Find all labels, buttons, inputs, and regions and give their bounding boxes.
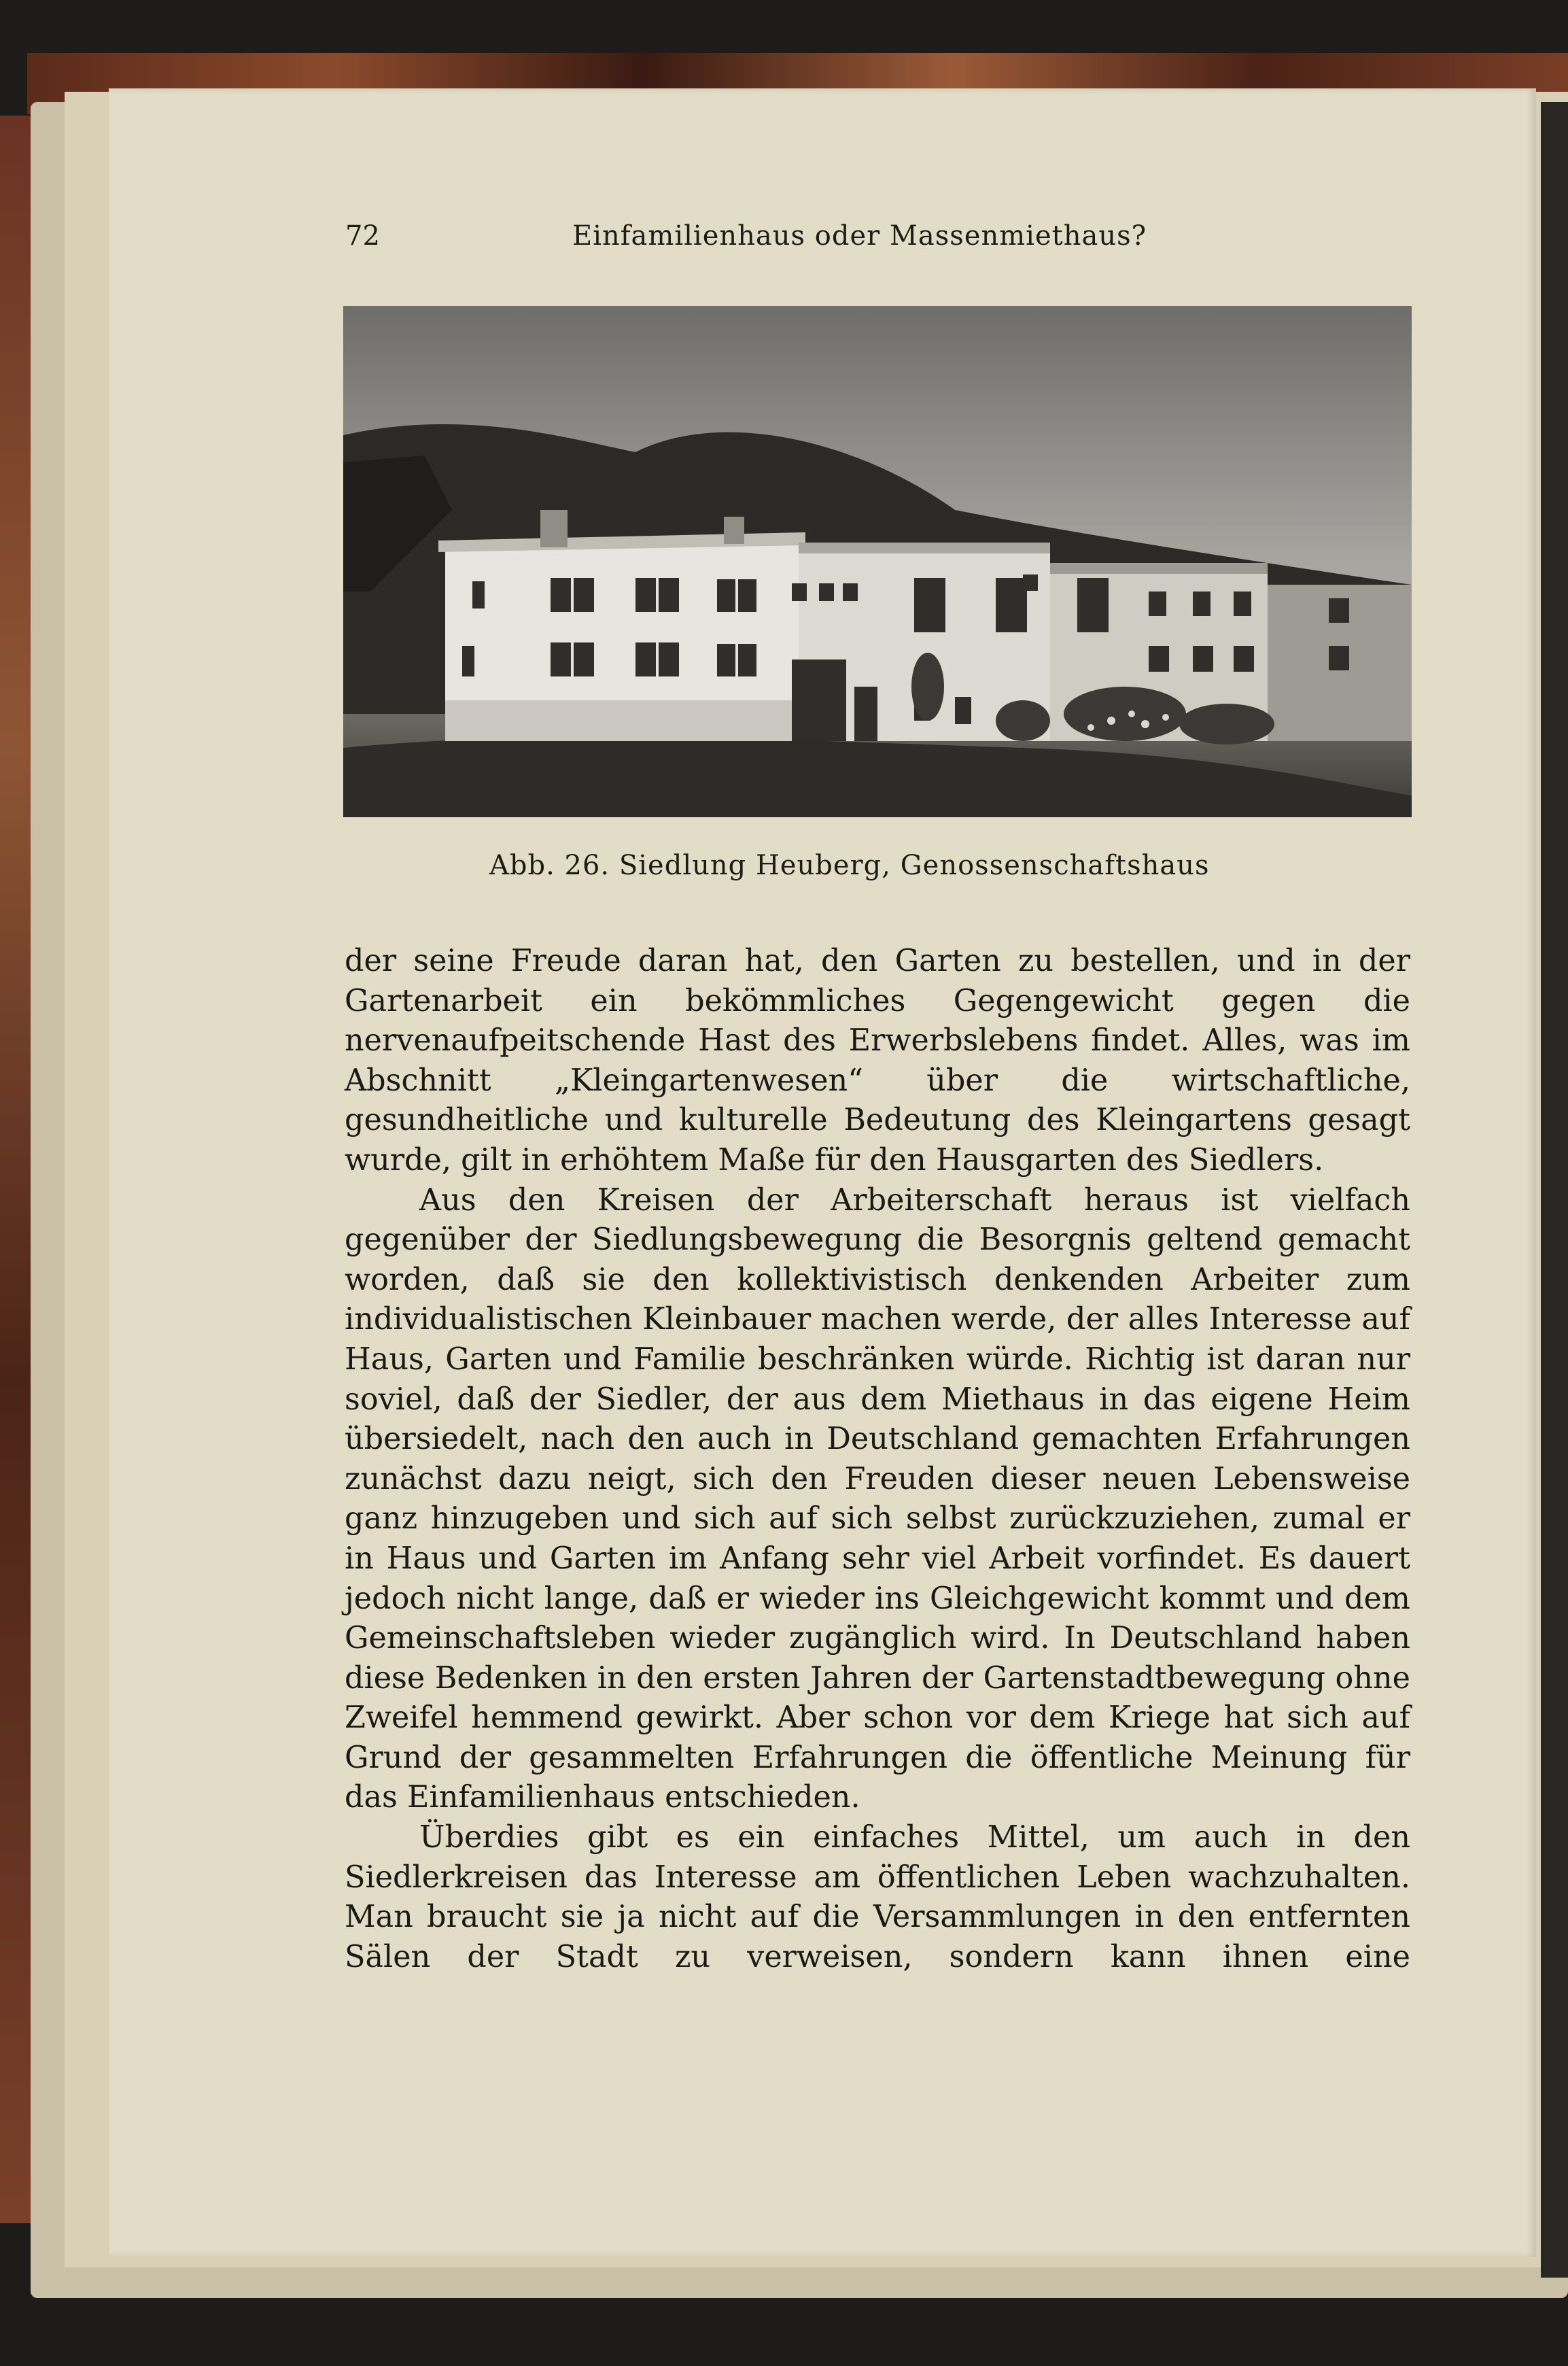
paragraph: Aus den Kreisen der Arbeiterschaft heraus ist vielfach gegenüber der Siedlungsbewegung die Besorgnis geltend gemacht worden, daß sie den kollektivistisch denkenden Arbeiter zum individualistischen Kleinbauer machen werde, der alles Interesse auf Haus, Garten und Familie beschränken würde. Richtig ist daran nur soviel, daß der Siedler, der aus dem Miethaus in das eigene Heim übersiedelt, nach den auch in Deutschland gemachten Erfahrungen zunächst dazu neigt, sich den Freuden dieser neuen Lebensweise ganz hinzugeben und sich auf sich selbst zurückzuziehen, zumal er in Haus und Garten im Anfang sehr viel Arbeit vorfindet. Es dauert jedoch nicht lange, daß er wieder ins Gleichgewicht kommt und dem Gemeinschaftsleben wieder zugänglich wird. In Deutschland haben diese Bedenken in den ersten Jahren der Gartenstadtbewegung ohne Zweifel hemmend gewirkt. Aber schon vor dem Kriege hat sich auf Grund der gesammelten Erfahrungen die öffentliche Meinung für das Einfamilienhaus entschieden. bbox=[345, 1182, 1410, 1815]
paragraph: der seine Freude daran hat, den Garten zu bestellen, und in der Gartenarbeit ein bekömmliches Gegengewicht gegen die nervenaufpeitschende Hast des Erwerbslebens findet. Alles, was im Abschnitt „Kleingartenwesen“ über die wirtschaftliche, gesundheitliche und kulturelle Bedeutung des Kleingartens gesagt wurde, gilt in erhöhtem Maße für den Hausgarten des Siedlers. bbox=[345, 944, 1410, 1178]
figure-photo bbox=[343, 306, 1412, 817]
settlement-house-photo bbox=[343, 306, 1412, 817]
figure-caption: Abb. 26. Siedlung Heuberg, Genossenschaftshaus bbox=[489, 850, 1210, 881]
page-number: 72 bbox=[345, 220, 380, 252]
body-text bbox=[345, 942, 1410, 1977]
running-head bbox=[345, 220, 1406, 261]
book-gutter-right bbox=[1541, 102, 1568, 2278]
paragraph: Überdies gibt es ein einfaches Mittel, um auch in den Siedlerkreisen das Interesse am öffentlichen Leben wachzuhalten. Man braucht sie ja nicht auf die Versammlungen in den entfernten Sälen der Stadt zu verweisen, sondern kann ihnen eine bbox=[345, 1820, 1410, 1974]
running-title: Einfamilienhaus oder Massenmiethaus? bbox=[572, 220, 1147, 252]
